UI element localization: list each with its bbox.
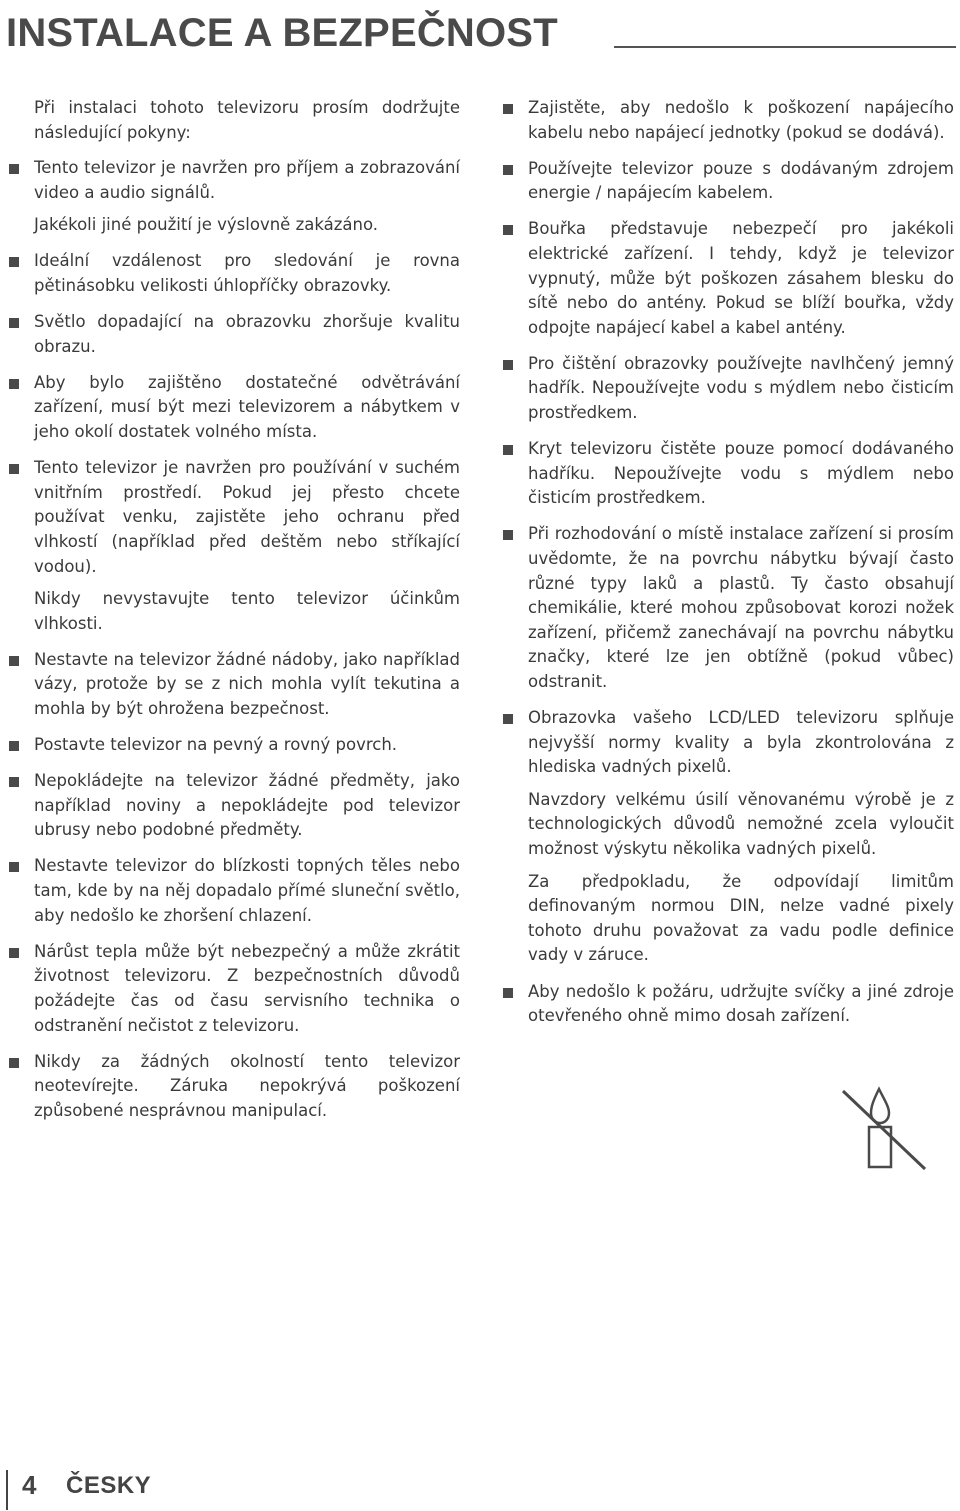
list-item-text: Nestavte televizor do blízkosti topných těles nebo tam, kde by na něj dopadalo přímé sluneční světlo, aby nedošlo ke zhoršení chlazení.	[34, 856, 460, 925]
intro-text: Při instalaci tohoto televizoru prosím dodržujte následující pokyny:	[34, 98, 460, 142]
square-bullet-icon	[9, 777, 19, 787]
list-item	[8, 940, 460, 1038]
list-item-text: Kryt televizoru čistěte pouze pomocí dodávaného hadříku. Nepoužívejte vodu s mýdlem nebo čisticím prostředkem.	[528, 439, 954, 508]
right-bullet-list	[502, 96, 954, 1029]
list-item-text: Navzdory velkému úsilí věnovanému výrobě je z technologických důvodů nemožné zcela vyloučit možnost výskytu několika vadných pixelů.	[528, 789, 954, 859]
list-item-text: Aby nedošlo k požáru, udržujte svíčky a jiné zdroje otevřeného ohně mimo dosah zařízení.	[528, 981, 954, 1026]
list-item	[8, 156, 460, 238]
list-item	[8, 249, 460, 298]
list-item	[8, 310, 460, 359]
list-item-text: Za předpokladu, že odpovídají limitům definovaným normou DIN, nelze vadné pixely tohoto druhu považovat za vadu podle definice vady v záruce.	[528, 871, 954, 965]
square-bullet-icon	[503, 104, 513, 114]
list-item-text: Nestavte na televizor žádné nádoby, jako například vázy, protože by se z nich mohla vylít tekutina a mohla by být ohrožena bezpečnost.	[34, 649, 460, 718]
square-bullet-icon	[503, 360, 513, 370]
list-item-text: Postavte televizor na pevný a rovný povrch.	[34, 735, 398, 755]
list-item-text: Bouřka představuje nebezpečí pro jakékoli elektrické zařízení. I tehdy, když je televizor vypnutý, může být poškozen zásahem blesku do sítě nebo do antény. Pokud se blíží bouřka, vždy odpojte napájecí kabel a kabel antény.	[528, 219, 954, 337]
list-item	[502, 706, 954, 968]
list-item	[502, 352, 954, 426]
list-item	[502, 157, 954, 206]
list-item-text: Ideální vzdálenost pro sledování je rovna pětinásobku velikosti úhlopříčky obrazovky.	[34, 251, 460, 296]
square-bullet-icon	[9, 318, 19, 328]
footer-rule	[6, 1470, 8, 1510]
square-bullet-icon	[9, 464, 19, 474]
list-item-text: Používejte televizor pouze s dodávaným zdrojem energie / napájecím kabelem.	[528, 158, 954, 203]
square-bullet-icon	[9, 948, 19, 958]
list-item-text: Jakékoli jiné použití je výslovně zakázáno.	[34, 215, 378, 235]
list-item	[502, 96, 954, 145]
list-item	[8, 371, 460, 445]
list-item-text: Tento televizor je navržen pro používání v suchém vnitřním prostředí. Pokud jej přesto chcete používat venku, zajistěte jeho ochranu před vlhkostí (například před deštěm nebo stříkající vodou).	[34, 458, 460, 576]
square-bullet-icon	[503, 225, 513, 235]
list-item-text: Světlo dopadající na obrazovku zhoršuje kvalitu obrazu.	[34, 312, 460, 356]
page-footer	[6, 1462, 306, 1510]
title-rule	[614, 46, 956, 48]
square-bullet-icon	[503, 988, 513, 998]
list-item	[8, 733, 460, 758]
list-item-text: Nikdy za žádných okolností tento televizor neotevírejte. Záruka nepokrývá poškození způsobené nesprávnou manipulací.	[34, 1051, 460, 1120]
list-item-text: Obrazovka vašeho LCD/LED televizoru splňuje nejvyšší normy kvality a byla zkontrolována z hlediska vadných pixelů.	[528, 708, 954, 777]
list-item-text: Tento televizor je navržen pro příjem a zobrazování video a audio signálů.	[34, 158, 460, 202]
list-item	[502, 522, 954, 694]
list-item-text: Pro čištění obrazovky používejte navlhčený jemný hadřík. Nepoužívejte vodu s mýdlem nebo čisticím prostředkem.	[528, 353, 954, 423]
square-bullet-icon	[9, 379, 19, 389]
square-bullet-icon	[503, 445, 513, 455]
square-bullet-icon	[9, 257, 19, 267]
list-item	[8, 854, 460, 928]
left-bullet-list	[8, 156, 460, 1123]
list-item	[502, 980, 954, 1029]
list-item-text: Nepokládejte na televizor žádné předměty, jako například noviny a nepokládejte pod televizor ubrusy nebo podobné předměty.	[34, 771, 460, 840]
square-bullet-icon	[9, 656, 19, 666]
square-bullet-icon	[503, 165, 513, 175]
square-bullet-icon	[503, 714, 513, 724]
list-item-text: Aby bylo zajištěno dostatečné odvětrávání zařízení, musí být mezi televizorem a nábytkem v jeho okolí dostatek volného místa.	[34, 372, 460, 442]
list-item-text: Zajistěte, aby nedošlo k poškození napájecího kabelu nebo napájecí jednotky (pokud se dodává).	[528, 98, 954, 142]
list-item	[502, 217, 954, 340]
square-bullet-icon	[9, 862, 19, 872]
left-column	[8, 96, 460, 1135]
square-bullet-icon	[9, 741, 19, 751]
page-title: INSTALACE A BEZPEČNOST	[6, 11, 558, 55]
square-bullet-icon	[9, 1058, 19, 1068]
list-item	[8, 456, 460, 636]
list-item	[8, 648, 460, 722]
page-header	[6, 8, 956, 60]
list-item-text: Nárůst tepla může být nebezpečný a může zkrátit životnost televizoru. Z bezpečnostních důvodů požádejte čas od času servisního technika o odstranění nečistot z televizoru.	[34, 941, 460, 1035]
square-bullet-icon	[503, 530, 513, 540]
list-item	[502, 437, 954, 511]
list-item-text: Při rozhodování o místě instalace zařízení si prosím uvědomte, že na povrchu nábytku bývají často různé typy laků a plastů. Ty často obsahují chemikálie, které mohou způsobovat korozi nožek zařízení, přičemž zanechávají na povrchu nábytku značky, které lze jen obtížně (pokud vůbec) odstranit.	[528, 524, 954, 691]
language-label: ČESKY	[66, 1472, 152, 1499]
list-item	[8, 1050, 460, 1124]
square-bullet-icon	[9, 164, 19, 174]
page-number: 4	[22, 1470, 37, 1500]
list-item	[8, 769, 460, 843]
no-candle-icon	[833, 1083, 933, 1173]
list-item-text: Nikdy nevystavujte tento televizor účinkům vlhkosti.	[34, 589, 460, 633]
right-column	[502, 96, 954, 1040]
